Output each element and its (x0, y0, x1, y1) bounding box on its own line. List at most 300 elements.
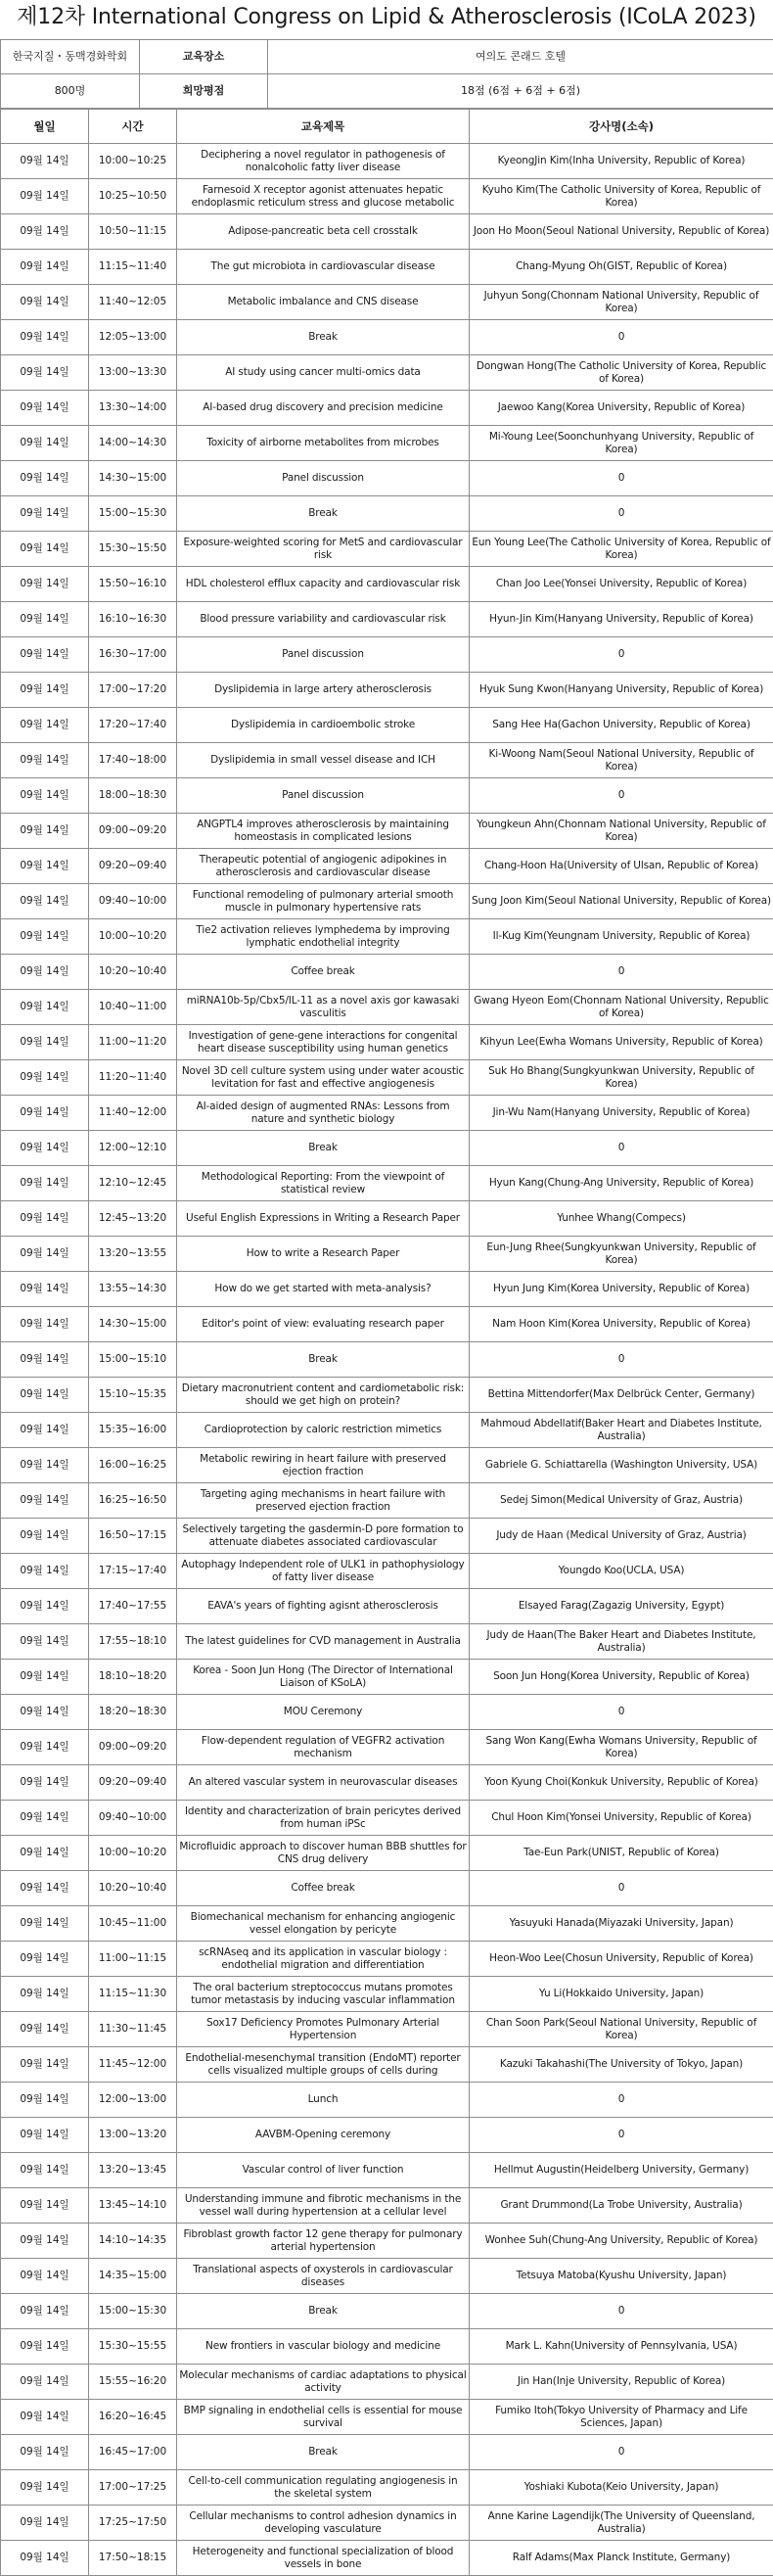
subject-cell: miRNA10b-5p/Cbx5/IL-11 as a novel axis gor kawasaki vasculitis (177, 990, 470, 1025)
subject-cell: Novel 3D cell culture system using under water acoustic levitation for fast and effective angiogenesis (177, 1060, 470, 1096)
lecturer-cell: 0 (470, 778, 773, 814)
schedule-row (1, 2259, 773, 2294)
lecturer-cell: Anne Karine Lagendijk(The University of Queensland, Australia) (470, 2506, 773, 2541)
time-cell: 17:40~17:55 (89, 1589, 177, 1624)
schedule-row (1, 144, 773, 179)
subject-cell: HDL cholesterol efflux capacity and cardiovascular risk (177, 567, 470, 602)
date-cell: 09월 14일 (1, 884, 89, 919)
date-cell: 09월 14일 (1, 2224, 89, 2259)
subject-cell: Cellular mechanisms to control adhesion dynamics in developing vasculature (177, 2506, 470, 2541)
lecturer-cell: Gabriele G. Schiattarella (Washington University, USA) (470, 1448, 773, 1483)
info-row-credits (1, 74, 773, 109)
lecturer-cell: Hyun Kang(Chung-Ang University, Republic of Korea) (470, 1166, 773, 1201)
date-cell: 09월 14일 (1, 1096, 89, 1131)
lecturer-cell: Hyun Jung Kim(Korea University, Republic of Korea) (470, 1272, 773, 1307)
subject-cell: Flow-dependent regulation of VEGFR2 activation mechanism (177, 1730, 470, 1765)
date-cell: 09월 14일 (1, 637, 89, 673)
date-cell: 09월 14일 (1, 2400, 89, 2435)
schedule-row (1, 214, 773, 250)
schedule-row (1, 1166, 773, 1201)
schedule-row (1, 2294, 773, 2329)
subject-cell: Dietary macronutrient content and cardiometabolic risk: should we get high on protein? (177, 1378, 470, 1413)
time-cell: 11:15~11:30 (89, 1977, 177, 2012)
schedule-row (1, 2153, 773, 2188)
lecturer-cell: 0 (470, 955, 773, 990)
lecturer-cell: Chang-Myung Oh(GIST, Republic of Korea) (470, 250, 773, 285)
lecturer-cell: Sedej Simon(Medical University of Graz, Austria) (470, 1483, 773, 1519)
time-cell: 17:25~17:50 (89, 2506, 177, 2541)
subject-cell: How do we get started with meta-analysis? (177, 1272, 470, 1307)
date-cell: 09월 14일 (1, 355, 89, 391)
schedule-row (1, 2470, 773, 2506)
header-date: 월일 (1, 110, 89, 144)
subject-cell: The gut microbiota in cardiovascular disease (177, 250, 470, 285)
date-cell: 09월 14일 (1, 1448, 89, 1483)
schedule-row (1, 2435, 773, 2470)
time-cell: 16:10~16:30 (89, 602, 177, 637)
subject-cell: Fibroblast growth factor 12 gene therapy for pulmonary arterial hypertension (177, 2224, 470, 2259)
lecturer-cell: Chul Hoon Kim(Yonsei University, Republic of Korea) (470, 1801, 773, 1836)
date-cell: 09월 14일 (1, 532, 89, 567)
date-cell: 09월 14일 (1, 673, 89, 708)
schedule-row (1, 1836, 773, 1871)
date-cell: 09월 14일 (1, 144, 89, 179)
lecturer-cell: 0 (470, 2435, 773, 2470)
subject-cell: Targeting aging mechanisms in heart failure with preserved ejection fraction (177, 1483, 470, 1519)
time-cell: 17:20~17:40 (89, 708, 177, 743)
subject-cell: Coffee break (177, 955, 470, 990)
subject-cell: Dyslipidemia in large artery atherosclerosis (177, 673, 470, 708)
lecturer-cell: Dongwan Hong(The Catholic University of Korea, Republic of Korea) (470, 355, 773, 391)
time-cell: 15:10~15:35 (89, 1378, 177, 1413)
schedule-row (1, 1060, 773, 1096)
schedule-row (1, 2541, 773, 2576)
date-cell: 09월 14일 (1, 1378, 89, 1413)
lecturer-cell: Jin-Wu Nam(Hanyang University, Republic of Korea) (470, 1096, 773, 1131)
subject-cell: Cardioprotection by caloric restriction mimetics (177, 1413, 470, 1448)
lecturer-cell: Ralf Adams(Max Planck Institute, Germany) (470, 2541, 773, 2576)
credits-label: 희망평점 (140, 74, 268, 109)
schedule-row (1, 285, 773, 320)
subject-cell: Functional remodeling of pulmonary arterial smooth muscle in pulmonary hypertensive rats (177, 884, 470, 919)
schedule-row (1, 2047, 773, 2083)
date-cell: 09월 14일 (1, 849, 89, 884)
lecturer-cell: 0 (470, 1871, 773, 1906)
subject-cell: AI-aided design of augmented RNAs: Lessons from nature and synthetic biology (177, 1096, 470, 1131)
time-cell: 10:20~10:40 (89, 1871, 177, 1906)
lecturer-cell: Suk Ho Bhang(Sungkyunkwan University, Republic of Korea) (470, 1060, 773, 1096)
subject-cell: Editor's point of view: evaluating research paper (177, 1307, 470, 1342)
subject-cell: Metabolic imbalance and CNS disease (177, 285, 470, 320)
lecturer-cell: Yoshiaki Kubota(Keio University, Japan) (470, 2470, 773, 2506)
date-cell: 09월 14일 (1, 602, 89, 637)
subject-cell: Break (177, 1342, 470, 1378)
time-cell: 18:00~18:30 (89, 778, 177, 814)
subject-cell: Cell-to-cell communication regulating angiogenesis in the skeletal system (177, 2470, 470, 2506)
date-cell: 09월 14일 (1, 1483, 89, 1519)
schedule-row (1, 743, 773, 778)
schedule-row (1, 814, 773, 849)
schedule-row (1, 1977, 773, 2012)
schedule-header-row (1, 110, 773, 144)
lecturer-cell: Fumiko Itoh(Tokyo University of Pharmacy and Life Sciences, Japan) (470, 2400, 773, 2435)
subject-cell: An altered vascular system in neurovascular diseases (177, 1765, 470, 1801)
schedule-row (1, 1413, 773, 1448)
lecturer-cell: Mi-Young Lee(Soonchunhyang University, Republic of Korea) (470, 426, 773, 461)
lecturer-cell: Il-Kug Kim(Yeungnam University, Republic of Korea) (470, 919, 773, 955)
lecturer-cell: Heon-Woo Lee(Chosun University, Republic of Korea) (470, 1942, 773, 1977)
date-cell: 09월 14일 (1, 2470, 89, 2506)
time-cell: 09:20~09:40 (89, 849, 177, 884)
time-cell: 10:20~10:40 (89, 955, 177, 990)
date-cell: 09월 14일 (1, 955, 89, 990)
subject-cell: Coffee break (177, 1871, 470, 1906)
schedule-row (1, 955, 773, 990)
time-cell: 13:00~13:30 (89, 355, 177, 391)
schedule-row (1, 990, 773, 1025)
date-cell: 09월 14일 (1, 2329, 89, 2365)
lecturer-cell: Soon Jun Hong(Korea University, Republic of Korea) (470, 1660, 773, 1695)
subject-cell: New frontiers in vascular biology and medicine (177, 2329, 470, 2365)
lecturer-cell: Jaewoo Kang(Korea University, Republic of Korea) (470, 391, 773, 426)
lecturer-cell: Judy de Haan (Medical University of Graz, Austria) (470, 1519, 773, 1554)
schedule-row (1, 919, 773, 955)
lecturer-cell: Chan Soon Park(Seoul National University, Republic of Korea) (470, 2012, 773, 2047)
schedule-row (1, 1342, 773, 1378)
time-cell: 16:45~17:00 (89, 2435, 177, 2470)
date-cell: 09월 14일 (1, 285, 89, 320)
date-cell: 09월 14일 (1, 1201, 89, 1237)
subject-cell: Investigation of gene-gene interactions for congenital heart disease susceptibility using human genetics (177, 1025, 470, 1060)
lecturer-cell: 0 (470, 496, 773, 532)
time-cell: 13:45~14:10 (89, 2188, 177, 2224)
venue-label: 교육장소 (140, 40, 268, 74)
time-cell: 09:00~09:20 (89, 814, 177, 849)
subject-cell: Translational aspects of oxysterols in cardiovascular diseases (177, 2259, 470, 2294)
time-cell: 10:40~11:00 (89, 990, 177, 1025)
schedule-table (0, 109, 773, 2576)
subject-cell: BMP signaling in endothelial cells is essential for mouse survival (177, 2400, 470, 2435)
schedule-row (1, 1131, 773, 1166)
lecturer-cell: Yu Li(Hokkaido University, Japan) (470, 1977, 773, 2012)
subject-cell: Lunch (177, 2083, 470, 2118)
subject-cell: Exposure-weighted scoring for MetS and cardiovascular risk (177, 532, 470, 567)
schedule-row (1, 567, 773, 602)
lecturer-cell: Wonhee Suh(Chung-Ang University, Republic of Korea) (470, 2224, 773, 2259)
lecturer-cell: 0 (470, 1695, 773, 1730)
schedule-row (1, 1695, 773, 1730)
lecturer-cell: 0 (470, 1131, 773, 1166)
time-cell: 15:30~15:55 (89, 2329, 177, 2365)
subject-cell: ANGPTL4 improves atherosclerosis by maintaining homeostasis in complicated lesions (177, 814, 470, 849)
subject-cell: Heterogeneity and functional specialization of blood vessels in bone (177, 2541, 470, 2576)
credits-value: 18점 (6점 + 6점 + 6점) (268, 74, 773, 109)
date-cell: 09월 14일 (1, 1060, 89, 1096)
time-cell: 10:45~11:00 (89, 1906, 177, 1942)
subject-cell: Panel discussion (177, 778, 470, 814)
subject-cell: Microfluidic approach to discover human BBB shuttles for CNS drug delivery (177, 1836, 470, 1871)
subject-cell: Molecular mechanisms of cardiac adaptations to physical activity (177, 2365, 470, 2400)
time-cell: 16:25~16:50 (89, 1483, 177, 1519)
date-cell: 09월 14일 (1, 214, 89, 250)
lecturer-cell: Tetsuya Matoba(Kyushu University, Japan) (470, 2259, 773, 2294)
lecturer-cell: Hyuk Sung Kwon(Hanyang University, Republic of Korea) (470, 673, 773, 708)
lecturer-cell: 0 (470, 2083, 773, 2118)
schedule-row (1, 179, 773, 214)
schedule-row (1, 673, 773, 708)
subject-cell: Korea - Soon Jun Hong (The Director of International Liaison of KSoLA) (177, 1660, 470, 1695)
time-cell: 10:00~10:25 (89, 144, 177, 179)
time-cell: 09:00~09:20 (89, 1730, 177, 1765)
lecturer-cell: 0 (470, 637, 773, 673)
schedule-row (1, 1201, 773, 1237)
subject-cell: AI study using cancer multi-omics data (177, 355, 470, 391)
schedule-row (1, 2012, 773, 2047)
subject-cell: Blood pressure variability and cardiovascular risk (177, 602, 470, 637)
lecturer-cell: Youngkeun Ahn(Chonnam National University, Republic of Korea) (470, 814, 773, 849)
date-cell: 09월 14일 (1, 179, 89, 214)
schedule-row (1, 1237, 773, 1272)
subject-cell: AAVBM-Opening ceremony (177, 2118, 470, 2153)
lecturer-cell: 0 (470, 2118, 773, 2153)
time-cell: 13:20~13:45 (89, 2153, 177, 2188)
schedule-row (1, 602, 773, 637)
date-cell: 09월 14일 (1, 990, 89, 1025)
schedule-row (1, 426, 773, 461)
schedule-row (1, 1906, 773, 1942)
date-cell: 09월 14일 (1, 2259, 89, 2294)
subject-cell: Adipose-pancreatic beta cell crosstalk (177, 214, 470, 250)
date-cell: 09월 14일 (1, 1906, 89, 1942)
subject-cell: Break (177, 320, 470, 355)
subject-cell: Panel discussion (177, 637, 470, 673)
lecturer-cell: Grant Drummond(La Trobe University, Australia) (470, 2188, 773, 2224)
time-cell: 15:00~15:30 (89, 496, 177, 532)
schedule-row (1, 355, 773, 391)
time-cell: 14:30~15:00 (89, 461, 177, 496)
date-cell: 09월 14일 (1, 1413, 89, 1448)
schedule-row (1, 778, 773, 814)
subject-cell: Autophagy Independent role of ULK1 in pathophysiology of fatty liver disease (177, 1554, 470, 1589)
subject-cell: Metabolic rewiring in heart failure with preserved ejection fraction (177, 1448, 470, 1483)
schedule-row (1, 708, 773, 743)
date-cell: 09월 14일 (1, 2506, 89, 2541)
date-cell: 09월 14일 (1, 1131, 89, 1166)
subject-cell: Vascular control of liver function (177, 2153, 470, 2188)
schedule-row (1, 1025, 773, 1060)
date-cell: 09월 14일 (1, 1801, 89, 1836)
schedule-row (1, 461, 773, 496)
lecturer-cell: Nam Hoon Kim(Korea University, Republic of Korea) (470, 1307, 773, 1342)
time-cell: 18:20~18:30 (89, 1695, 177, 1730)
date-cell: 09월 14일 (1, 1519, 89, 1554)
time-cell: 12:05~13:00 (89, 320, 177, 355)
time-cell: 10:25~10:50 (89, 179, 177, 214)
subject-cell: Deciphering a novel regulator in pathogenesis of nonalcoholic fatty liver disease (177, 144, 470, 179)
date-cell: 09월 14일 (1, 1624, 89, 1660)
date-cell: 09월 14일 (1, 2365, 89, 2400)
lecturer-cell: Hyun-Jin Kim(Hanyang University, Republic of Korea) (470, 602, 773, 637)
lecturer-cell: Chang-Hoon Ha(University of Ulsan, Republic of Korea) (470, 849, 773, 884)
schedule-row (1, 2506, 773, 2541)
schedule-row (1, 1554, 773, 1589)
date-cell: 09월 14일 (1, 2012, 89, 2047)
schedule-row (1, 2083, 773, 2118)
date-cell: 09월 14일 (1, 1307, 89, 1342)
schedule-row (1, 1871, 773, 1906)
date-cell: 09월 14일 (1, 250, 89, 285)
time-cell: 15:55~16:20 (89, 2365, 177, 2400)
date-cell: 09월 14일 (1, 1730, 89, 1765)
course-info-table (0, 39, 773, 109)
info-row-venue (1, 40, 773, 74)
time-cell: 17:00~17:20 (89, 673, 177, 708)
date-cell: 09월 14일 (1, 1166, 89, 1201)
time-cell: 16:00~16:25 (89, 1448, 177, 1483)
subject-cell: MOU Ceremony (177, 1695, 470, 1730)
venue-value: 여의도 콘래드 호텔 (268, 40, 773, 74)
schedule-row (1, 1378, 773, 1413)
subject-cell: Toxicity of airborne metabolites from microbes (177, 426, 470, 461)
date-cell: 09월 14일 (1, 2153, 89, 2188)
time-cell: 14:00~14:30 (89, 426, 177, 461)
time-cell: 17:55~18:10 (89, 1624, 177, 1660)
time-cell: 15:30~15:50 (89, 532, 177, 567)
time-cell: 11:30~11:45 (89, 2012, 177, 2047)
date-cell: 09월 14일 (1, 1025, 89, 1060)
date-cell: 09월 14일 (1, 567, 89, 602)
lecturer-cell: Kihyun Lee(Ewha Womans University, Republic of Korea) (470, 1025, 773, 1060)
time-cell: 10:00~10:20 (89, 1836, 177, 1871)
time-cell: 11:40~12:05 (89, 285, 177, 320)
time-cell: 09:40~10:00 (89, 1801, 177, 1836)
schedule-row (1, 496, 773, 532)
time-cell: 11:00~11:20 (89, 1025, 177, 1060)
subject-cell: Methodological Reporting: From the viewpoint of statistical review (177, 1166, 470, 1201)
subject-cell: Identity and characterization of brain pericytes derived from human iPSc (177, 1801, 470, 1836)
subject-cell: The latest guidelines for CVD management in Australia (177, 1624, 470, 1660)
time-cell: 10:50~11:15 (89, 214, 177, 250)
lecturer-cell: Sung Joon Kim(Seoul National University, Republic of Korea) (470, 884, 773, 919)
time-cell: 09:20~09:40 (89, 1765, 177, 1801)
lecturer-cell: Eun Young Lee(The Catholic University of Korea, Republic of Korea) (470, 532, 773, 567)
schedule-row (1, 2224, 773, 2259)
date-cell: 09월 14일 (1, 708, 89, 743)
time-cell: 13:30~14:00 (89, 391, 177, 426)
time-cell: 11:45~12:00 (89, 2047, 177, 2083)
lecturer-cell: Hellmut Augustin(Heidelberg University, Germany) (470, 2153, 773, 2188)
lecturer-cell: Sang Hee Ha(Gachon University, Republic of Korea) (470, 708, 773, 743)
subject-cell: The oral bacterium streptococcus mutans promotes tumor metastasis by inducing vascular inflammation (177, 1977, 470, 2012)
schedule-row (1, 2188, 773, 2224)
lecturer-cell: Yunhee Whang(Compecs) (470, 1201, 773, 1237)
schedule-row (1, 1272, 773, 1307)
schedule-row (1, 884, 773, 919)
schedule-row (1, 1801, 773, 1836)
date-cell: 09월 14일 (1, 391, 89, 426)
schedule-row (1, 1307, 773, 1342)
date-cell: 09월 14일 (1, 1660, 89, 1695)
subject-cell: Useful English Expressions in Writing a Research Paper (177, 1201, 470, 1237)
schedule-row (1, 2118, 773, 2153)
subject-cell: Selectively targeting the gasdermin-D pore formation to attenuate diabetes associated cardiovascular (177, 1519, 470, 1554)
lecturer-cell: Juhyun Song(Chonnam National University, Republic of Korea) (470, 285, 773, 320)
lecturer-cell: Kazuki Takahashi(The University of Tokyo, Japan) (470, 2047, 773, 2083)
subject-cell: Break (177, 2294, 470, 2329)
time-cell: 12:45~13:20 (89, 1201, 177, 1237)
subject-cell: scRNAseq and its application in vascular biology : endothelial migration and differentiation (177, 1942, 470, 1977)
schedule-row (1, 250, 773, 285)
date-cell: 09월 14일 (1, 1942, 89, 1977)
schedule-row (1, 1483, 773, 1519)
organizer-cell: 한국지질・동맥경화학회 (1, 40, 140, 74)
subject-cell: Endothelial-mesenchymal transition (EndoMT) reporter cells visualized multiple groups of cells during (177, 2047, 470, 2083)
schedule-row (1, 1730, 773, 1765)
date-cell: 09월 14일 (1, 461, 89, 496)
date-cell: 09월 14일 (1, 2047, 89, 2083)
subject-cell: Understanding immune and fibrotic mechanisms in the vessel wall during hypertension at a cellular level (177, 2188, 470, 2224)
schedule-row (1, 320, 773, 355)
page-title: 제12차 International Congress on Lipid & Atherosclerosis (ICoLA 2023) (0, 0, 773, 39)
lecturer-cell: Eun-Jung Rhee(Sungkyunkwan University, Republic of Korea) (470, 1237, 773, 1272)
time-cell: 09:40~10:00 (89, 884, 177, 919)
subject-cell: Dyslipidemia in small vessel disease and ICH (177, 743, 470, 778)
date-cell: 09월 14일 (1, 2188, 89, 2224)
schedule-body (1, 144, 773, 2576)
lecturer-cell: Youngdo Koo(UCLA, USA) (470, 1554, 773, 1589)
date-cell: 09월 14일 (1, 2435, 89, 2470)
subject-cell: Sox17 Deficiency Promotes Pulmonary Arterial Hypertension (177, 2012, 470, 2047)
time-cell: 12:00~13:00 (89, 2083, 177, 2118)
date-cell: 09월 14일 (1, 496, 89, 532)
subject-cell: Break (177, 496, 470, 532)
subject-cell: Therapeutic potential of angiogenic adipokines in atherosclerosis and cardiovascular disease (177, 849, 470, 884)
time-cell: 12:00~12:10 (89, 1131, 177, 1166)
time-cell: 11:15~11:40 (89, 250, 177, 285)
lecturer-cell: Elsayed Farag(Zagazig University, Egypt) (470, 1589, 773, 1624)
schedule-row (1, 849, 773, 884)
schedule-row (1, 637, 773, 673)
lecturer-cell: KyeongJin Kim(Inha University, Republic of Korea) (470, 144, 773, 179)
time-cell: 17:15~17:40 (89, 1554, 177, 1589)
lecturer-cell: Mark L. Kahn(University of Pennsylvania, USA) (470, 2329, 773, 2365)
time-cell: 11:00~11:15 (89, 1942, 177, 1977)
date-cell: 09월 14일 (1, 2541, 89, 2576)
schedule-row (1, 1519, 773, 1554)
lecturer-cell: Bettina Mittendorfer(Max Delbrück Center, Germany) (470, 1378, 773, 1413)
date-cell: 09월 14일 (1, 1871, 89, 1906)
subject-cell: Dyslipidemia in cardioembolic stroke (177, 708, 470, 743)
schedule-row (1, 2400, 773, 2435)
date-cell: 09월 14일 (1, 814, 89, 849)
date-cell: 09월 14일 (1, 1554, 89, 1589)
time-cell: 11:40~12:00 (89, 1096, 177, 1131)
schedule-row (1, 1624, 773, 1660)
subject-cell: EAVA's years of fighting agisnt atherosclerosis (177, 1589, 470, 1624)
time-cell: 14:30~15:00 (89, 1307, 177, 1342)
date-cell: 09월 14일 (1, 1695, 89, 1730)
header-lecturer: 강사명(소속) (470, 110, 773, 144)
time-cell: 16:50~17:15 (89, 1519, 177, 1554)
date-cell: 09월 14일 (1, 1272, 89, 1307)
subject-cell: Break (177, 2435, 470, 2470)
lecturer-cell: 0 (470, 320, 773, 355)
lecturer-cell: Sang Won Kang(Ewha Womans University, Republic of Korea) (470, 1730, 773, 1765)
time-cell: 17:00~17:25 (89, 2470, 177, 2506)
time-cell: 15:35~16:00 (89, 1413, 177, 1448)
time-cell: 13:20~13:55 (89, 1237, 177, 1272)
date-cell: 09월 14일 (1, 320, 89, 355)
